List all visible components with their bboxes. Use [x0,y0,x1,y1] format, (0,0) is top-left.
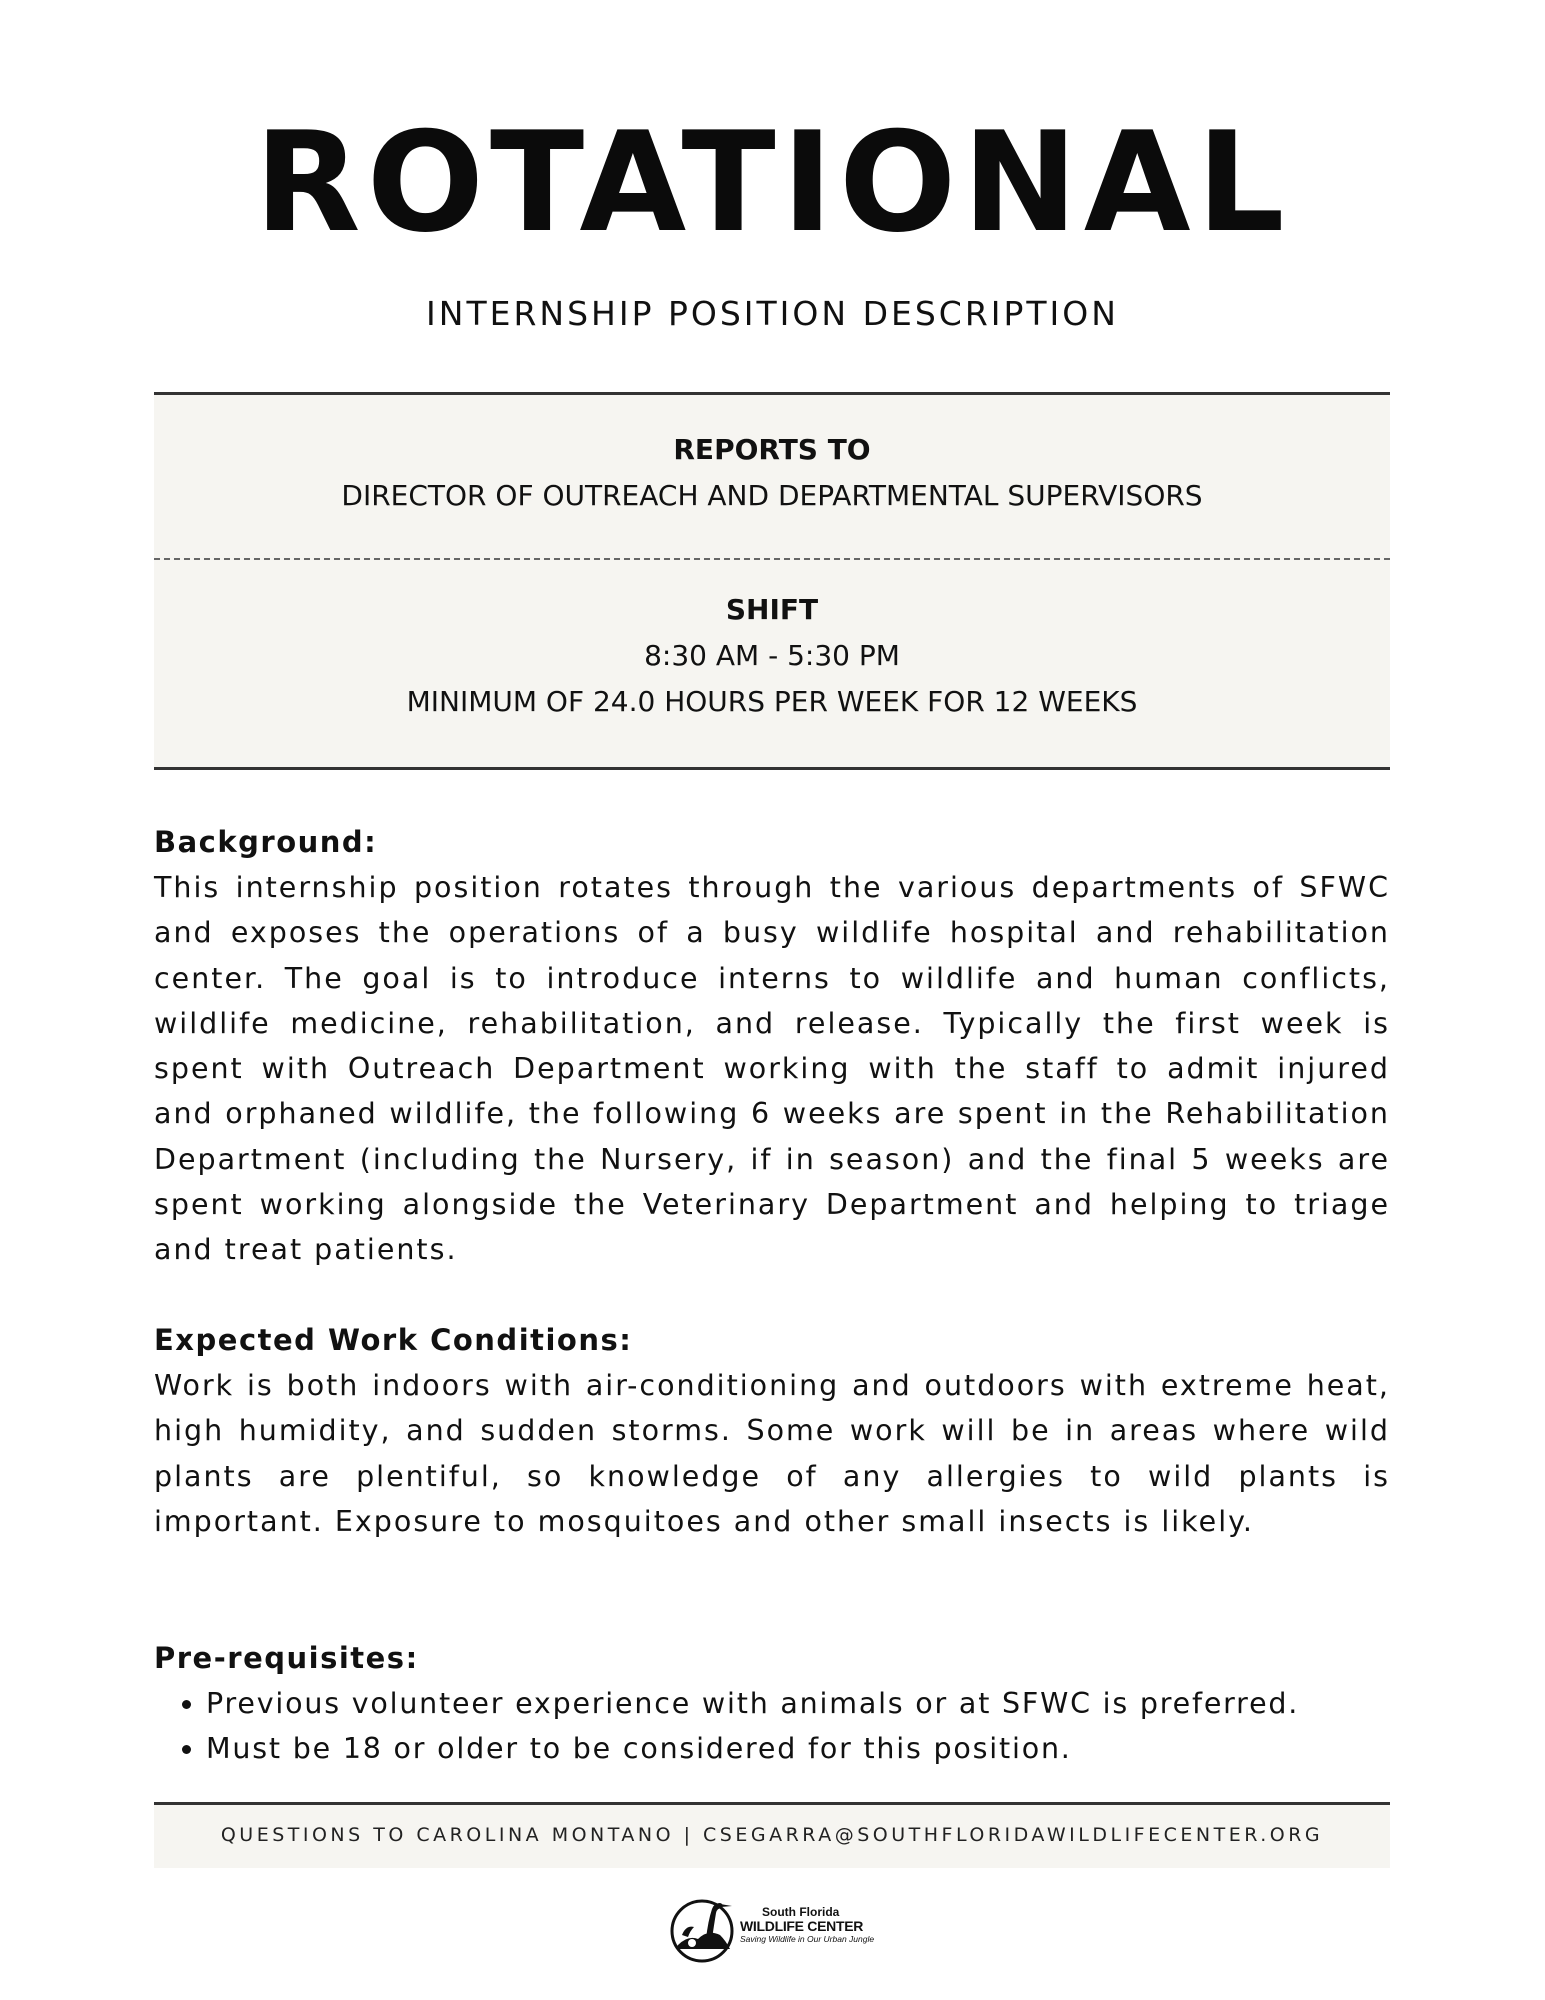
work-conditions-section [154,1318,1390,1544]
prerequisites-list [154,1681,1390,1772]
wildlife-center-logo [668,1895,883,1965]
shift-minimum: MINIMUM OF 24.0 HOURS PER WEEK FOR 12 WEEKS [406,685,1138,718]
footer-contact-text[interactable]: QUESTIONS TO CAROLINA MONTANO | CSEGARRA@SOUTHFLORIDAWILDLIFECENTER.ORG [220,1824,1324,1846]
page-subtitle: INTERNSHIP POSITION DESCRIPTION [426,294,1119,333]
logo-line-2: WILDLIFE CENTER [740,1918,864,1934]
position-info-box [154,392,1390,770]
work-conditions-text: Work is both indoors with air-conditioning and outdoors with extreme heat, high humidity, and sudden storms. Some work will be in areas where wild plants are plentiful, so knowledge of any allergies to wild plants is important. Exposure to mosquitoes and other small insects is likely. [154,1369,1390,1538]
dashed-divider [154,558,1390,560]
prerequisites-heading: Pre-requisites: [154,1641,419,1675]
background-heading: Background: [154,825,378,859]
logo-line-1: South Florida [762,1905,840,1919]
logo-wordmark [740,1905,890,1945]
list-item: • Previous volunteer experience with animals or at SFWC is preferred. [206,1681,1390,1726]
work-conditions-heading: Expected Work Conditions: [154,1323,633,1357]
shift-hours: 8:30 AM - 5:30 PM [644,639,900,672]
heron-emblem-icon [668,1895,740,1965]
reports-to-label: REPORTS TO [673,433,871,466]
background-section [154,820,1390,1273]
prerequisites-section [154,1636,1390,1772]
footer-contact-box [154,1802,1390,1868]
page-title: ROTATIONAL [254,102,1291,263]
reports-to-section [154,427,1390,519]
shift-section [154,587,1390,725]
shift-label: SHIFT [725,593,819,626]
background-text: This internship position rotates through the various departments of SFWC and exposes the operations of a busy wildlife hospital and rehabilitation center. The goal is to introduce interns to wildlife and human conflicts, wildlife medicine, rehabilitation, and release. Typically the first week is spent with Outreach Department working with the staff to admit injured and orphaned wildlife, the following 6 weeks are spent in the Rehabilitation Department (including the Nursery, if in season) and the final 5 weeks are spent working alongside the Veterinary Department and helping to triage and treat patients. [154,871,1390,1267]
list-item: • Must be 18 or older to be considered for this position. [206,1726,1390,1771]
logo-tagline: Saving Wildlife in Our Urban Jungle [740,1934,875,1944]
reports-to-value: DIRECTOR OF OUTREACH AND DEPARTMENTAL SUPERVISORS [341,479,1203,512]
